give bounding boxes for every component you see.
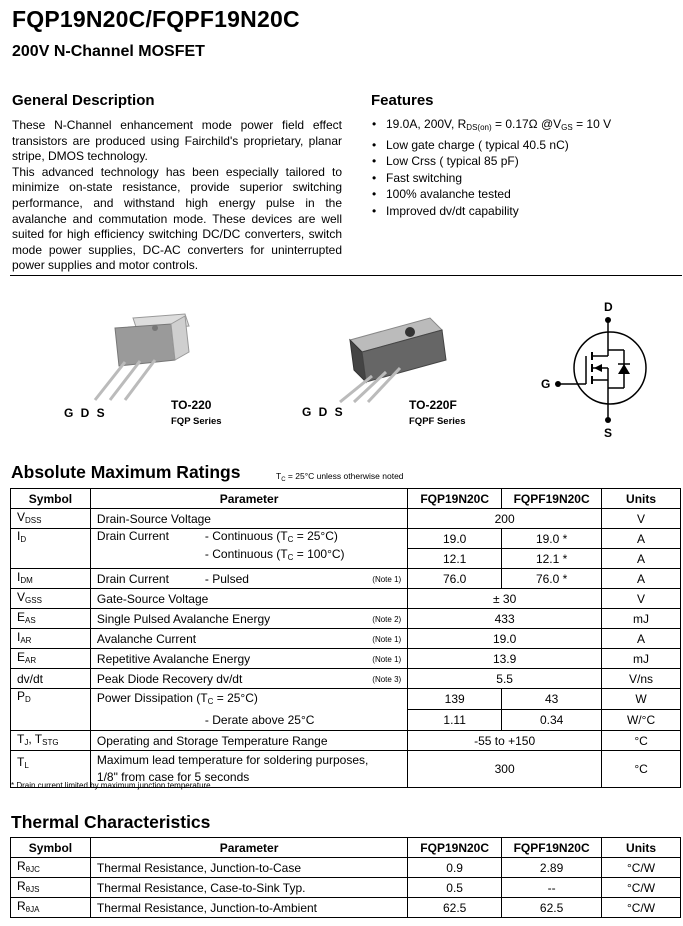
to220-pin-labels: G D S bbox=[64, 406, 107, 420]
table-row: $T_J$, $T_{STG}$ Operating and Storage Temperature Range -55 to +150 °C bbox=[11, 731, 681, 751]
section-divider bbox=[10, 275, 682, 276]
header-col1: FQP19N20C bbox=[408, 838, 502, 858]
header-units: Units bbox=[602, 489, 681, 509]
thermal-table bbox=[10, 837, 681, 918]
description-paragraph: These N-Channel enhancement mode power field effect transistors are produced using Fairchild's proprietary, planar stripe, DMOS technology. bbox=[12, 118, 342, 164]
header-col2: FQPF19N20C bbox=[502, 838, 602, 858]
header-symbol: Symbol bbox=[11, 489, 91, 509]
feature-item: • Low Crss ( typical 85 pF) bbox=[372, 153, 611, 170]
page-subtitle: 200V N-Channel MOSFET bbox=[12, 43, 205, 60]
table-header-row bbox=[11, 489, 681, 509]
feature-item: • Fast switching bbox=[372, 170, 611, 187]
mosfet-symbol-icon bbox=[540, 300, 660, 440]
amr-table bbox=[10, 488, 681, 788]
table-row: $R_{\theta JA}$ Thermal Resistance, Junction-to-Ambient 62.5 62.5 °C/W bbox=[11, 898, 681, 918]
table-row: $I_D$ Drain Current - Continuous $(T_C = 25^\circ C)$ - Continuous $(T_C = 100^\circ C)$ 19.0 19.0 * A bbox=[11, 529, 681, 549]
table-row: $V_{GSS}$ Gate-Source Voltage ± 30 V bbox=[11, 589, 681, 609]
page-title: FQP19N20C/FQPF19N20C bbox=[12, 6, 300, 32]
table-row: $T_L$ Maximum lead temperature for soldering purposes, 1/8" from case for 5 seconds 300 °C bbox=[11, 751, 681, 788]
features-list bbox=[372, 116, 611, 220]
symbol-gate-label: G bbox=[541, 377, 551, 391]
symbol-drain-label: D bbox=[604, 300, 613, 314]
header-col1: FQP19N20C bbox=[408, 489, 502, 509]
general-description bbox=[12, 118, 342, 274]
feature-item: • 100% avalanche tested bbox=[372, 186, 611, 203]
table-row: $I_{DM}$ Drain Current - Pulsed (Note 1) 76.0 76.0 * A bbox=[11, 569, 681, 589]
table-row: 1.11 0.34 W/°C bbox=[11, 710, 681, 731]
amr-footnote: * Drain current limited by maximum junction temperature. bbox=[11, 781, 213, 790]
feature-item: • Improved dv/dt capability bbox=[372, 203, 611, 220]
to220-label: TO-220 bbox=[171, 398, 212, 412]
to220f-pin-labels: G D S bbox=[302, 405, 345, 419]
table-row: $V_{DSS}$ Drain-Source Voltage 200 V bbox=[11, 509, 681, 529]
symbol-source-label: S bbox=[604, 426, 613, 440]
header-symbol: Symbol bbox=[11, 838, 91, 858]
header-units: Units bbox=[602, 838, 681, 858]
description-paragraph: This advanced technology has been especially tailored to minimize on-state resistance, provide superior switching performance, and withstand high energy pulse in the avalanche and commutation mode. These devices are well suited for high efficiency switching DC/DC converters, switch mode power supplies, DC-AC converters for uninterrupted power supplies and motor controls. bbox=[12, 164, 342, 273]
header-col2: FQPF19N20C bbox=[502, 489, 602, 509]
thermal-title: Thermal Characteristics bbox=[11, 812, 211, 832]
to220f-series: FQPF Series bbox=[409, 416, 466, 427]
table-row: $E_{AR}$ Repetitive Avalanche Energy (Note 1) 13.9 mJ bbox=[11, 649, 681, 669]
amr-title: Absolute Maximum Ratings bbox=[11, 462, 241, 482]
table-row: $R_{\theta JS}$ Thermal Resistance, Case-to-Sink Typ. 0.5 -- °C/W bbox=[11, 878, 681, 898]
table-row: $P_D$ Power Dissipation $(T_C = 25^\circ C)$ - Derate above 25°C 139 43 W bbox=[11, 689, 681, 710]
table-row: $R_{\theta JC}$ Thermal Resistance, Junction-to-Case 0.9 2.89 °C/W bbox=[11, 858, 681, 878]
feature-item: • 19.0A, 200V, $R_{DS(on)} = 0.17\Omega$ $@V_{GS} = 10$ V bbox=[372, 116, 611, 137]
general-description-heading: General Description bbox=[12, 92, 155, 109]
to220f-label: TO-220F bbox=[409, 398, 457, 412]
features-heading: Features bbox=[371, 92, 434, 109]
to220f-package-image bbox=[320, 304, 450, 408]
to220-package-image bbox=[85, 300, 205, 410]
to220-series: FQP Series bbox=[171, 416, 222, 427]
table-row: 12.1 12.1 * A bbox=[11, 549, 681, 569]
table-row: dv/dt Peak Diode Recovery dv/dt (Note 3) 5.5 V/ns bbox=[11, 669, 681, 689]
feature-item: • Low gate charge ( typical 40.5 nC) bbox=[372, 137, 611, 154]
table-row: $I_{AR}$ Avalanche Current (Note 1) 19.0 A bbox=[11, 629, 681, 649]
amr-condition: $T_C = 25^\circ C$ unless otherwise noted bbox=[276, 471, 404, 483]
header-parameter: Parameter bbox=[90, 489, 407, 509]
header-parameter: Parameter bbox=[90, 838, 407, 858]
table-header-row bbox=[11, 838, 681, 858]
table-row: $E_{AS}$ Single Pulsed Avalanche Energy (Note 2) 433 mJ bbox=[11, 609, 681, 629]
